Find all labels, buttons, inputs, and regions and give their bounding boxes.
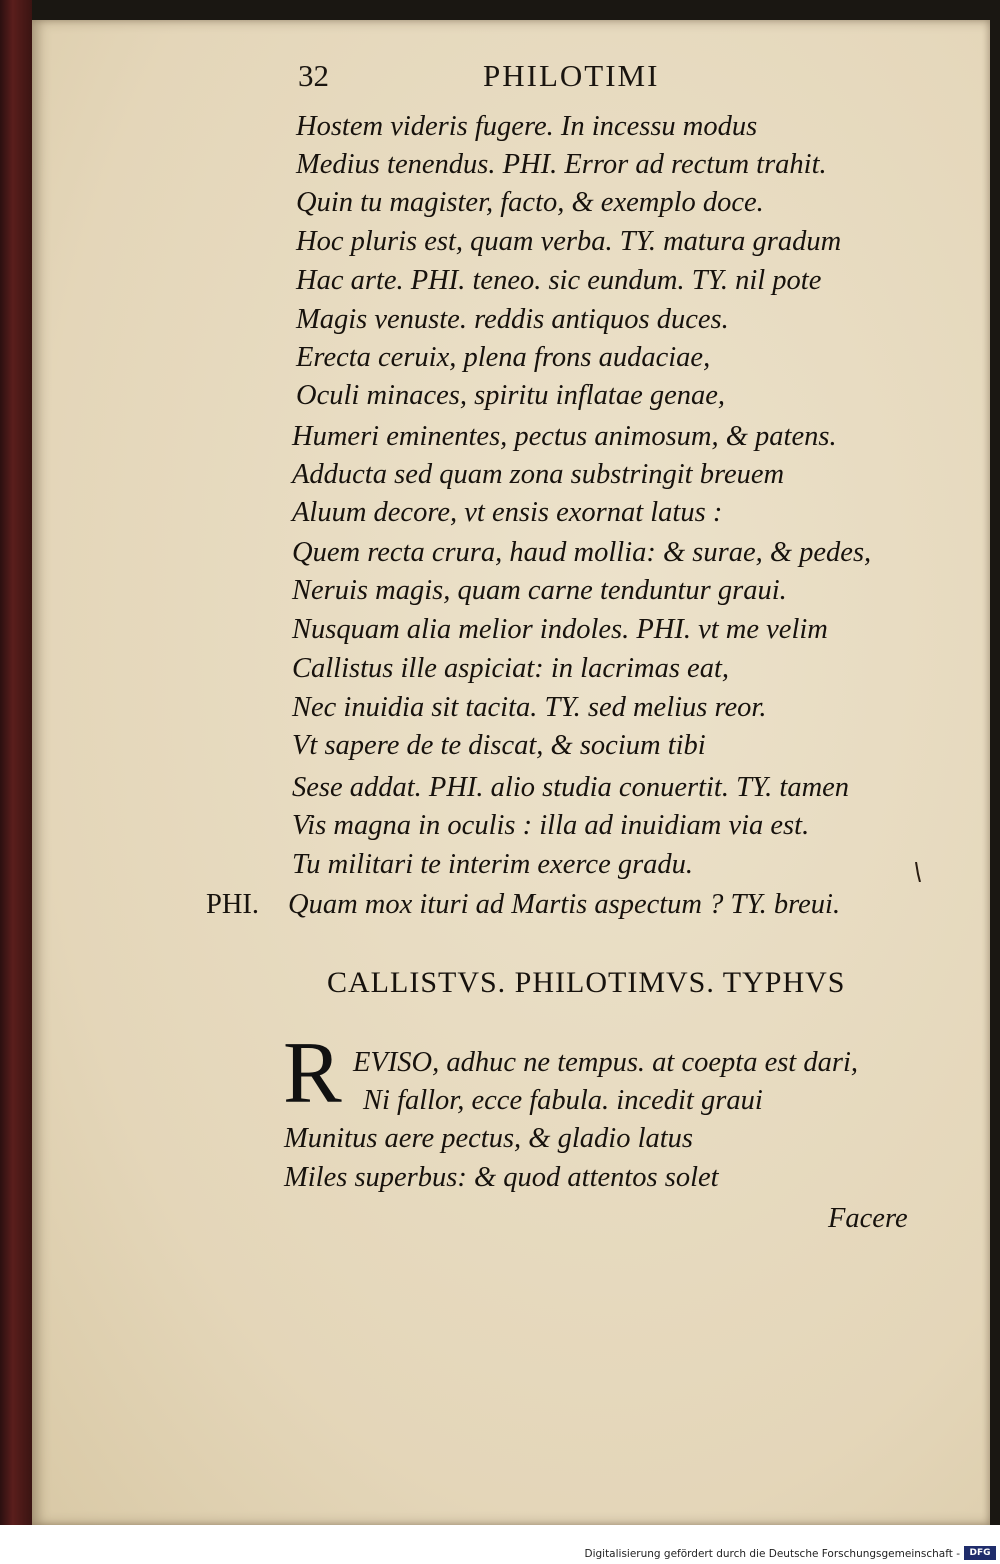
scene-line: Munitus aere pectus, & gladio latus: [284, 1123, 693, 1154]
scene-line: Miles superbus: & quod attentos solet: [284, 1162, 719, 1193]
verse-line: Nec inuidia sit tacita. TY. sed melius reor.: [292, 692, 767, 723]
verse-line: Erecta ceruix, plena frons audaciae,: [296, 342, 711, 373]
verse-line: Magis venuste. reddis antiquos duces.: [296, 304, 729, 335]
scene-line: EVISO, adhuc ne tempus. at coepta est dari,: [353, 1047, 858, 1078]
drop-cap: R: [283, 1025, 342, 1122]
verse-line: Quam mox ituri ad Martis aspectum ? TY. breui.: [288, 889, 841, 920]
verse-line: Vis magna in oculis : illa ad inuidiam via est.: [292, 810, 810, 841]
book-page: [32, 20, 990, 1525]
verse-line: Neruis magis, quam carne tenduntur graui.: [292, 575, 787, 606]
verse-line: Callistus ille aspiciat: in lacrimas eat,: [292, 653, 729, 684]
verse-line: Adducta sed quam zona substringit breuem: [292, 459, 785, 490]
ink-mark: [915, 862, 921, 882]
funding-credit: Digitalisierung gefördert durch die Deutsche Forschungsgemeinschaft -: [584, 1548, 960, 1560]
book-spine: [0, 0, 32, 1564]
verse-line: Sese addat. PHI. alio studia conuertit. TY. tamen: [292, 772, 850, 803]
speaker-label: PHI.: [206, 889, 260, 920]
verse-line: Aluum decore, vt ensis exornat latus :: [292, 497, 723, 528]
verse-line: Oculi minaces, spiritu inflatae genae,: [296, 380, 726, 411]
verse-line: Quin tu magister, facto, & exemplo doce.: [296, 187, 764, 218]
dfg-logo: DFG: [964, 1546, 996, 1560]
page-number: 32: [298, 58, 329, 93]
verse-line: Tu militari te interim exerce gradu.: [292, 849, 694, 880]
catchword: Facere: [828, 1203, 908, 1234]
verse-line: Hac arte. PHI. teneo. sic eundum. TY. nil pote: [296, 265, 822, 296]
scene-line: Ni fallor, ecce fabula. incedit graui: [363, 1085, 763, 1116]
verse-line: Humeri eminentes, pectus animosum, & patens.: [292, 421, 837, 452]
page-header: [298, 58, 798, 98]
scene-heading: CALLISTVS. PHILOTIMVS. TYPHVS: [327, 966, 846, 999]
verse-line: Hoc pluris est, quam verba. TY. matura gradum: [296, 226, 842, 257]
verse-line: Quem recta crura, haud mollia: & surae, & pedes,: [292, 537, 872, 568]
verse-line: Medius tenendus. PHI. Error ad rectum trahit.: [296, 149, 827, 180]
running-head: PHILOTIMI: [483, 58, 660, 93]
verse-line: Nusquam alia melior indoles. PHI. vt me velim: [292, 614, 828, 645]
verse-line: Hostem videris fugere. In incessu modus: [296, 111, 758, 142]
verse-line: Vt sapere de te discat, & socium tibi: [292, 730, 706, 761]
